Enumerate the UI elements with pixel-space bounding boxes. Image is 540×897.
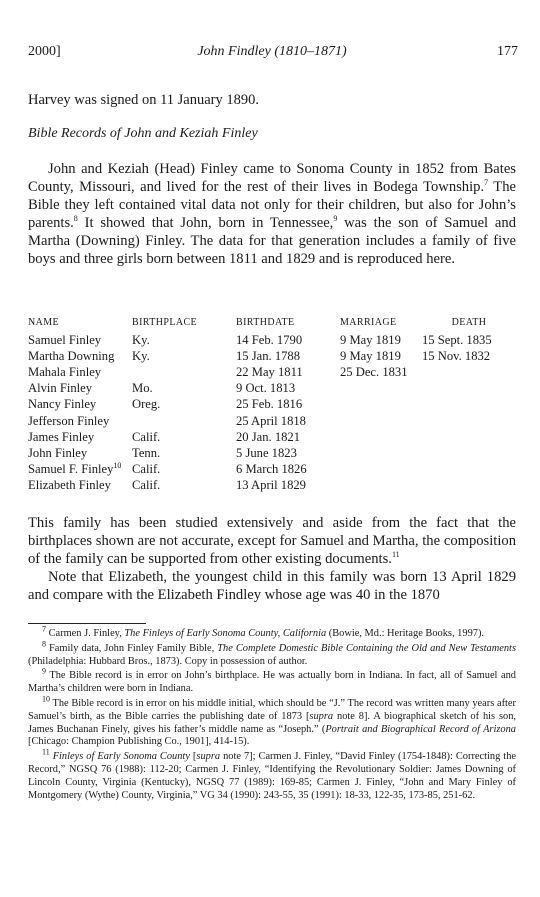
cell-marriage (340, 462, 422, 478)
footnote-ref-10[interactable]: 10 (113, 460, 122, 470)
footnote-ref-7[interactable]: 7 (484, 178, 489, 188)
cell-birthplace: Calif. (132, 462, 161, 477)
cell-death: 15 Sept. 1835 (422, 332, 492, 347)
section-title: Bible Records of John and Keziah Finley (28, 126, 258, 141)
family-records-table (28, 314, 516, 494)
col-header-birthplace: BIRTHPLACE (132, 316, 198, 328)
cell-marriage (340, 397, 422, 413)
col-header-marriage: MARRIAGE (340, 316, 397, 328)
footnote-ref-9[interactable]: 9 (333, 214, 338, 224)
cell-birthdate: 13 April 1829 (236, 478, 306, 493)
footnote-8: $^8$ Family data, John Finley Family Bible, The Complete Domestic Bible Containing the Old and New Testaments (Philadelphia: Hubbard Bros., 1873). Copy in possession of author. (28, 639, 516, 667)
table-row (28, 364, 516, 380)
table-body (28, 332, 516, 494)
book-page (24, 0, 520, 897)
cell-name: John Finley (28, 445, 88, 460)
cell-name: Samuel Finley (28, 332, 102, 347)
cell-death (422, 429, 516, 445)
table-row (28, 332, 516, 348)
cell-birthplace: Oreg. (132, 397, 161, 412)
header-year: 2000] (28, 44, 61, 59)
paragraph-elizabeth: Note that Elizabeth, the youngest child in this family was born 13 April 1829 and compare with the Elizabeth Findley whose age was 40 in the 1870 (28, 569, 516, 603)
table-row (28, 462, 516, 478)
cell-birthdate: 20 Jan. 1821 (236, 429, 301, 444)
cell-name: Martha Downing (28, 348, 115, 363)
table-row (28, 413, 516, 429)
cell-birthdate: 25 April 1818 (236, 413, 306, 428)
cell-name: Alvin Finley (28, 381, 93, 396)
cell-name: James Finley (28, 429, 95, 444)
cell-birthdate: 25 Feb. 1816 (236, 397, 303, 412)
cell-name: Elizabeth Finley (28, 478, 111, 493)
cell-marriage (340, 445, 422, 461)
cell-marriage (340, 381, 422, 397)
running-header (24, 44, 520, 64)
cell-birthdate: 9 Oct. 1813 (236, 381, 296, 396)
opening-line: Harvey was signed on 11 January 1890. (28, 92, 260, 108)
table-row (28, 429, 516, 445)
cell-birthdate: 22 May 1811 (236, 364, 303, 379)
footnote-11: $^{11}$ Finleys of Early Sonoma County [supra note 7]; Carmen J. Finley, “David Finley (1754-1848): Correcting the Record,” NGSQ 76 (1988): 112-20; Carmen J. Finley, “Identifying the Revolutionary Soldier: James Downing of Lincoln County, Virginia (Kentucky), NGSQ 77 (1989): 169-85; Carmen J. Finley, “John and Mary Finley of Montgomery (Wythe) County, Virginia,” VG 34 (1990): 243-55, 35 (1991): 18-33, 122-35, 173-85, 251-62. (28, 747, 517, 801)
cell-birthplace: Ky. (132, 332, 150, 347)
cell-marriage (340, 429, 422, 445)
footnote-9: $^9$ The Bible record is in error on John’s birthplace. He was actually born in Indiana. In fact, all of Samuel and Martha’s children were born in Indiana. (28, 666, 516, 695)
cell-death (422, 462, 516, 478)
footnote-7: $^7$ Carmen J. Finley, The Finleys of Early Sonoma County, California (Bowie, Md.: Heritage Books, 1997). (42, 624, 485, 639)
cell-name: Jefferson Finley (28, 413, 110, 428)
cell-death (422, 478, 516, 494)
footnote-ref-8[interactable]: 8 (73, 214, 78, 224)
header-running-title: John Findley (1810–1871) (197, 44, 347, 59)
cell-death: 15 Nov. 1832 (422, 348, 491, 363)
cell-name: Nancy Finley (28, 397, 97, 412)
page-number: 177 (497, 44, 518, 59)
cell-birthplace: Tenn. (132, 445, 161, 460)
table-row (28, 348, 516, 364)
cell-birthplace: Mo. (132, 381, 153, 396)
table-row (28, 397, 516, 413)
cell-birthplace: Calif. (132, 478, 161, 493)
cell-marriage (340, 478, 422, 494)
col-header-death: DEATH (451, 316, 487, 328)
cell-death (422, 364, 516, 380)
cell-birthdate: 5 June 1823 (236, 445, 297, 460)
cell-marriage (340, 413, 422, 429)
cell-marriage: 25 Dec. 1831 (340, 364, 408, 379)
paragraph-bible-records: John and Keziah (Head) Finley came to Sonoma County in 1852 from Bates County, Missouri, and lived for the rest of their lives in Bodega Township.$^7$ The Bible they left contained vital data not only for their children, but also for John’s parents.$^8$ It showed that John, born in Tennessee,$^9$ was the son of Samuel and Martha (Downing) Finley. The data for that generation includes a family of five boys and three girls born between 1811 and 1829 and is reproduced here. (28, 161, 516, 267)
cell-birthplace: Calif. (132, 429, 161, 444)
cell-marriage: 9 May 1819 (340, 348, 401, 363)
paragraph-family-study: This family has been studied extensively and aside from the fact that the birthplaces shown are not accurate, except for Samuel and Martha, the composition of the family can be supported from other existing documents.$^{11}$ (28, 515, 516, 567)
footnote-10: $^{10}$ The Bible record is in error on his middle initial, which should be “J.” The record was written many years after Samuel’s birth, as the Bible carries the publishing date of 1873 [supra note 8]. A biographical sketch of his son, James Buchanan Finely, gives his father’s middle name as “Joseph.” (Portrait and Biographical Record of Arizona [Chicago: Champion Publishing Co., 1901], 414-15). (28, 694, 517, 748)
cell-name: Mahala Finley (28, 364, 102, 379)
footnote-ref-11[interactable]: 11 (391, 550, 400, 560)
table-row (28, 445, 516, 461)
cell-death (422, 413, 516, 429)
cell-death (422, 445, 516, 461)
col-header-birthdate: BIRTHDATE (236, 316, 295, 328)
cell-birthdate: 14 Feb. 1790 (236, 332, 303, 347)
footnotes (28, 624, 517, 804)
cell-birthdate: 6 March 1826 (236, 462, 307, 477)
table-row (28, 478, 516, 494)
col-header-name: NAME (28, 316, 60, 328)
cell-death (422, 381, 516, 397)
table-row (28, 381, 516, 397)
cell-birthplace: Ky. (132, 348, 150, 363)
cell-marriage: 9 May 1819 (340, 332, 401, 347)
cell-birthplace (132, 364, 236, 380)
cell-death (422, 397, 516, 413)
table-header-row (28, 314, 516, 332)
cell-birthplace (132, 413, 236, 429)
cell-name: Samuel F. Finley$^{10}$ (28, 460, 122, 477)
cell-birthdate: 15 Jan. 1788 (236, 348, 301, 363)
